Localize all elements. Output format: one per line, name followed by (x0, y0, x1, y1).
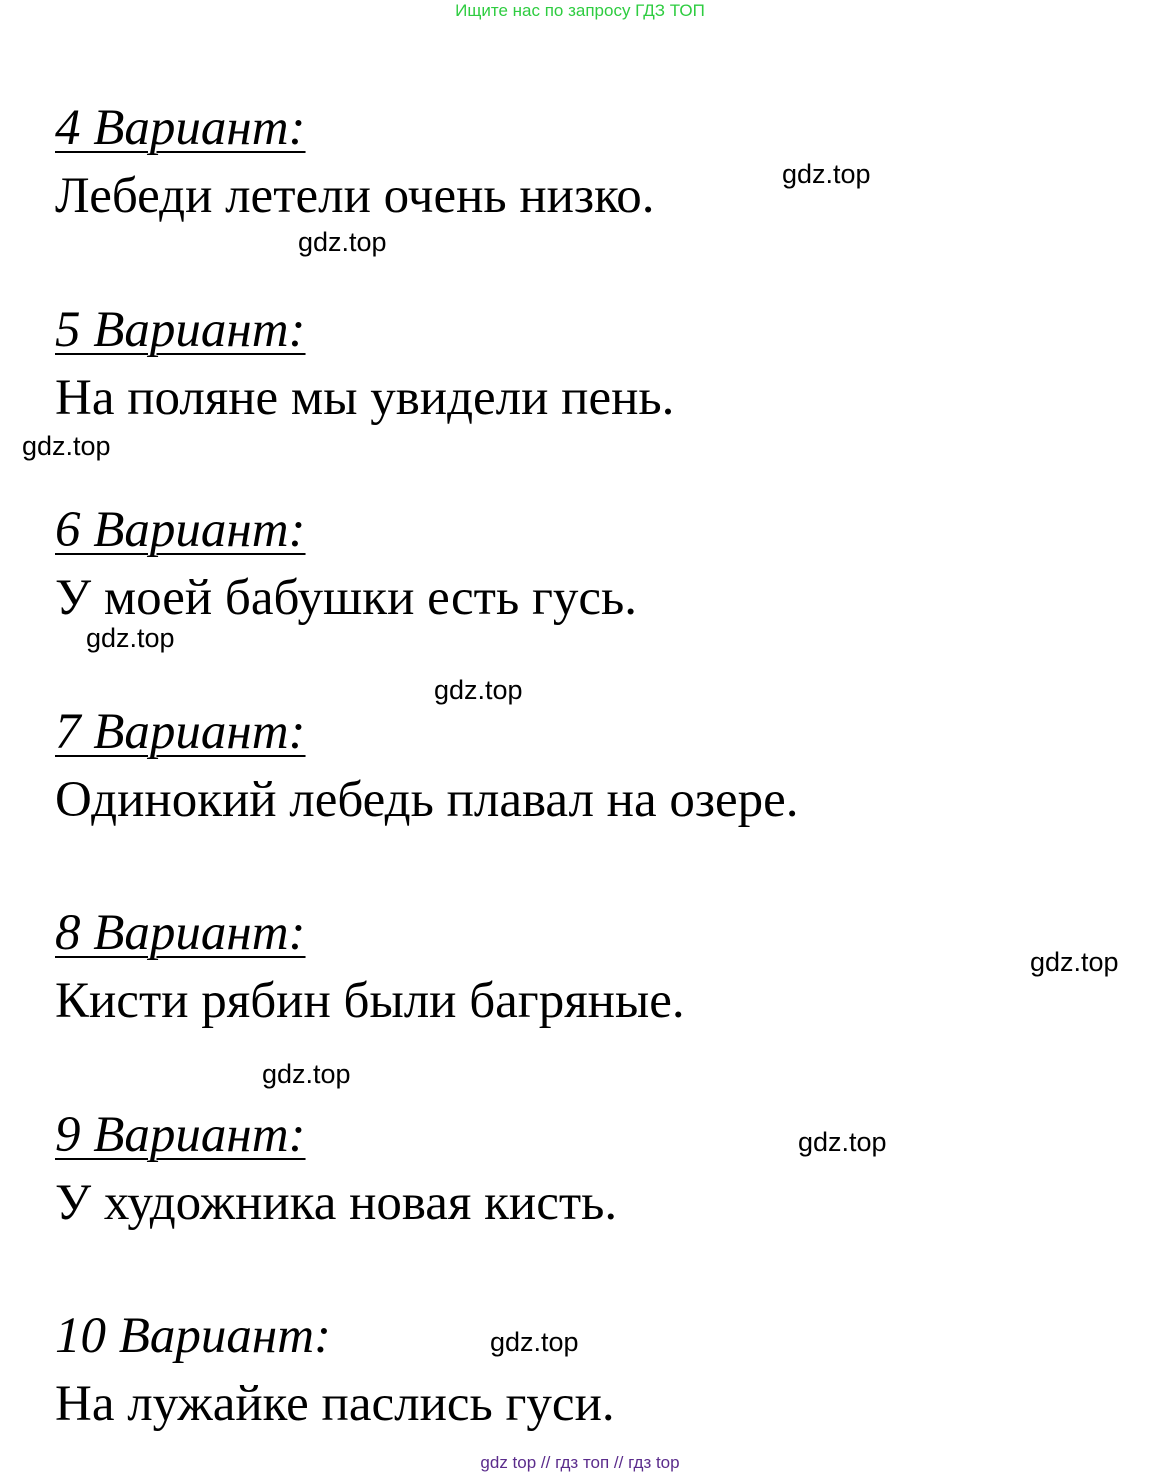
variant-heading-4: 4 Вариант: (55, 100, 306, 156)
footer-links: gdz top // гдз топ // гдз top (480, 1453, 680, 1472)
top-banner: Ищите нас по запросу ГДЗ ТОП (455, 1, 705, 20)
variant-sentence-8: Кисти рябин были багряные. (55, 973, 685, 1029)
variant-sentence-5: На поляне мы увидели пень. (55, 370, 675, 426)
watermark: gdz.top (86, 623, 175, 653)
variant-heading-6: 6 Вариант: (55, 502, 306, 558)
watermark: gdz.top (262, 1059, 351, 1089)
watermark: gdz.top (434, 675, 523, 705)
watermark: gdz.top (782, 159, 871, 189)
variant-heading-7: 7 Вариант: (55, 704, 306, 760)
watermark: gdz.top (490, 1327, 579, 1357)
variant-heading-8: 8 Вариант: (55, 905, 306, 961)
watermark: gdz.top (298, 227, 387, 257)
variant-sentence-6: У моей бабушки есть гусь. (55, 570, 638, 626)
watermark: gdz.top (1030, 947, 1119, 977)
variant-sentence-4: Лебеди летели очень низко. (55, 168, 655, 224)
variant-sentence-9: У художника новая кисть. (55, 1175, 618, 1231)
variant-sentence-10: На лужайке паслись гуси. (55, 1376, 615, 1432)
variant-heading-5: 5 Вариант: (55, 302, 306, 358)
watermark: gdz.top (798, 1127, 887, 1157)
variant-heading-10: 10 Вариант: (55, 1308, 332, 1364)
watermark: gdz.top (22, 431, 111, 461)
variant-heading-9: 9 Вариант: (55, 1107, 306, 1163)
variant-sentence-7: Одинокий лебедь плавал на озере. (55, 772, 799, 828)
